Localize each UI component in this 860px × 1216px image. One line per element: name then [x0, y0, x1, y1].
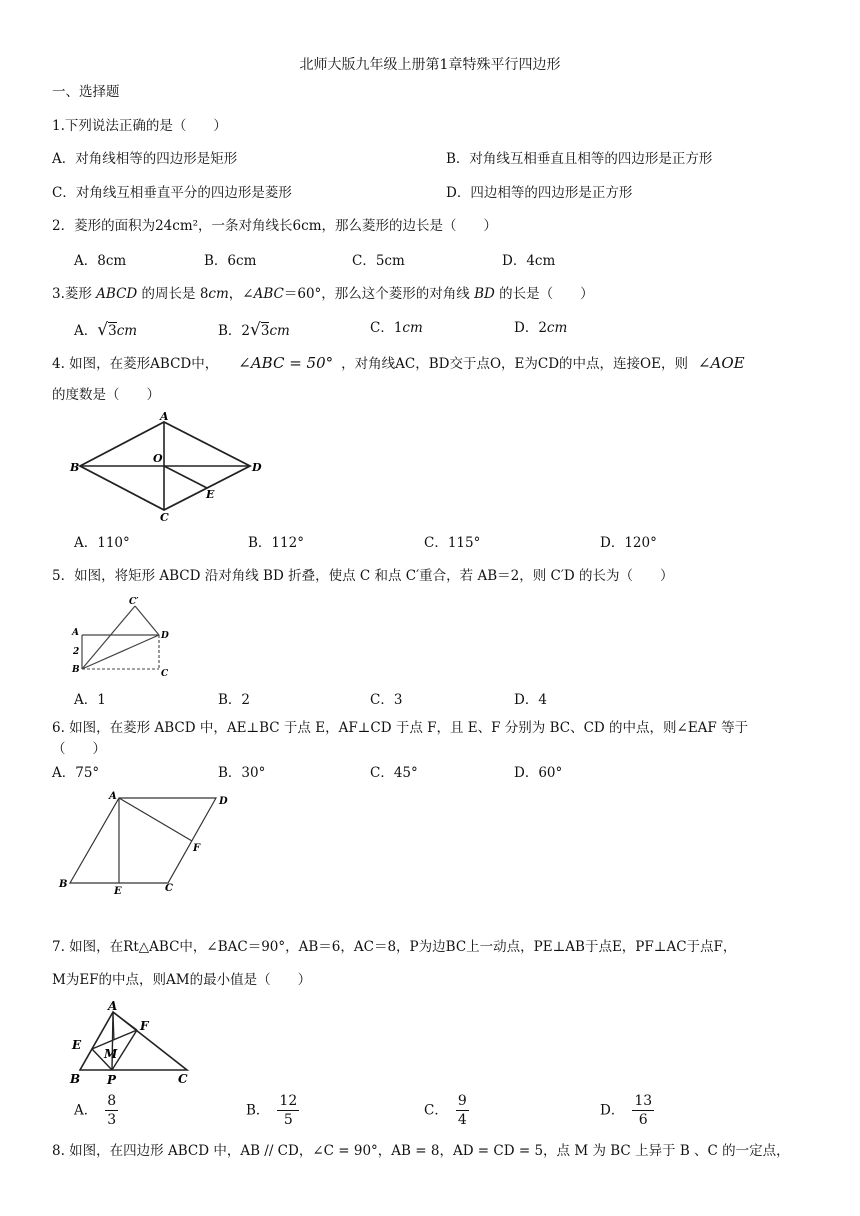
- q1-stem: 1.下列说法正确的是（ ）: [52, 118, 227, 134]
- q7-label-a: A: [108, 999, 118, 1013]
- q4-option-a: A．110°: [74, 535, 130, 551]
- q2-option-d: D．4cm: [502, 253, 556, 269]
- q1-option-d: D．四边相等的四边形是正方形: [446, 185, 633, 201]
- q7-label-p: P: [107, 1073, 117, 1087]
- q7-option-b: B． $\frac{12}{5}$: [246, 1093, 298, 1128]
- q5-rectangle-figure: [66, 596, 176, 682]
- q6-label-e: E: [114, 886, 122, 897]
- q3-stem: 3.菱形 ABCD 的周长是 8cm，∠ABC＝60°，那么这个菱形的对角线 BD 的长是（ ）: [52, 286, 594, 302]
- q4-label-e: E: [206, 488, 215, 501]
- q1-option-b: B．对角线互相垂直且相等的四边形是正方形: [446, 151, 713, 167]
- q4-label-a: A: [160, 410, 169, 423]
- q4-label-b: B: [70, 461, 80, 474]
- q3-option-a: A．√3cm: [74, 320, 138, 340]
- q5-label-a: A: [72, 628, 79, 638]
- q5-label-c: C: [161, 669, 169, 679]
- q4-label-c: C: [160, 511, 169, 524]
- q7-label-m: M: [104, 1047, 118, 1061]
- q6-label-a: A: [109, 791, 117, 802]
- q5-option-c: C．3: [370, 692, 403, 708]
- q5-label-c-prime: C′: [129, 597, 139, 607]
- q7-stem-line1: 7. 如图，在Rt△ABC中，∠BAC＝90°，AB＝6，AC＝8，P为边BC上一动点，PE⊥AB于点E，PF⊥AC于点F，: [52, 939, 737, 955]
- q6-label-b: B: [59, 879, 68, 890]
- q1-option-a: A．对角线相等的四边形是矩形: [52, 151, 238, 167]
- q6-stem-line2: （ ）: [52, 741, 106, 757]
- q5-label-b: B: [72, 665, 80, 675]
- q4-option-d: D．120°: [600, 535, 657, 551]
- q2-option-a: A．8cm: [74, 253, 127, 269]
- q7-label-e: E: [72, 1038, 82, 1052]
- q3-option-c: C．1cm: [370, 320, 423, 336]
- q7-option-a: A． $\frac{8}{3}$: [74, 1093, 117, 1128]
- q1-option-c: C．对角线互相垂直平分的四边形是菱形: [52, 185, 292, 201]
- q4-stem-line2: 的度数是（ ）: [52, 387, 160, 403]
- q4-label-d: D: [252, 461, 262, 474]
- q3-option-b: B．2√3cm: [218, 320, 290, 340]
- q8-stem: 8. 如图，在四边形 ABCD 中，AB // CD，∠C = 90°，AB = 8，AD = CD = 5，点 M 为 BC 上异于 B 、C 的一定点，: [52, 1143, 790, 1159]
- q7-stem-line2: M为EF的中点，则AM的最小值是（ ）: [52, 972, 312, 988]
- q4-option-c: C．115°: [424, 535, 481, 551]
- q5-label-two: 2: [73, 647, 80, 657]
- q6-option-a: A．75°: [52, 765, 100, 781]
- q4-option-b: B．112°: [248, 535, 304, 551]
- page-title: 北师大版九年级上册第1章特殊平行四边形: [299, 57, 561, 73]
- q6-label-c: C: [165, 883, 173, 894]
- q4-stem-line1: 4. 如图，在菱形ABCD中， ∠ABC = 50° ，对角线AC，BD交于点O，E为CD的中点，连接OE，则 ∠AOE: [52, 354, 745, 372]
- q5-label-d: D: [161, 631, 169, 641]
- q2-option-b: B．6cm: [204, 253, 257, 269]
- q2-option-c: C．5cm: [352, 253, 405, 269]
- q4-rhombus-figure: [60, 412, 280, 524]
- q7-label-c: C: [178, 1072, 188, 1086]
- q7-option-c: C． $\frac{9}{4}$: [424, 1093, 467, 1128]
- q3-option-d: D．2cm: [514, 320, 568, 336]
- q6-label-d: D: [219, 796, 228, 807]
- section-heading: 一、选择题: [52, 84, 120, 100]
- q5-option-a: A．1: [74, 692, 106, 708]
- q6-stem-line1: 6. 如图，在菱形 ABCD 中，AE⊥BC 于点 E，AF⊥CD 于点 F，且 E、F 分别为 BC、CD 的中点，则∠EAF 等于: [52, 720, 749, 736]
- q7-label-f: F: [140, 1019, 149, 1033]
- q7-label-b: B: [70, 1072, 81, 1086]
- q5-stem: 5．如图，将矩形 ABCD 沿对角线 BD 折叠，使点 C 和点 C′重合，若 AB＝2，则 C′D 的长为（ ）: [52, 568, 674, 584]
- q6-option-c: C．45°: [370, 765, 418, 781]
- q5-option-b: B．2: [218, 692, 251, 708]
- q4-label-o: O: [153, 452, 163, 465]
- q6-option-b: B．30°: [218, 765, 266, 781]
- q5-option-d: D．4: [514, 692, 547, 708]
- q6-option-d: D．60°: [514, 765, 563, 781]
- q7-triangle-figure: [66, 998, 196, 1088]
- q6-label-f: F: [193, 843, 201, 854]
- q6-rhombus-figure: [56, 790, 246, 896]
- q2-stem: 2．菱形的面积为24cm²，一条对角线长6cm，那么菱形的边长是（ ）: [52, 218, 497, 234]
- q7-option-d: D． $\frac{13}{6}$: [600, 1093, 653, 1128]
